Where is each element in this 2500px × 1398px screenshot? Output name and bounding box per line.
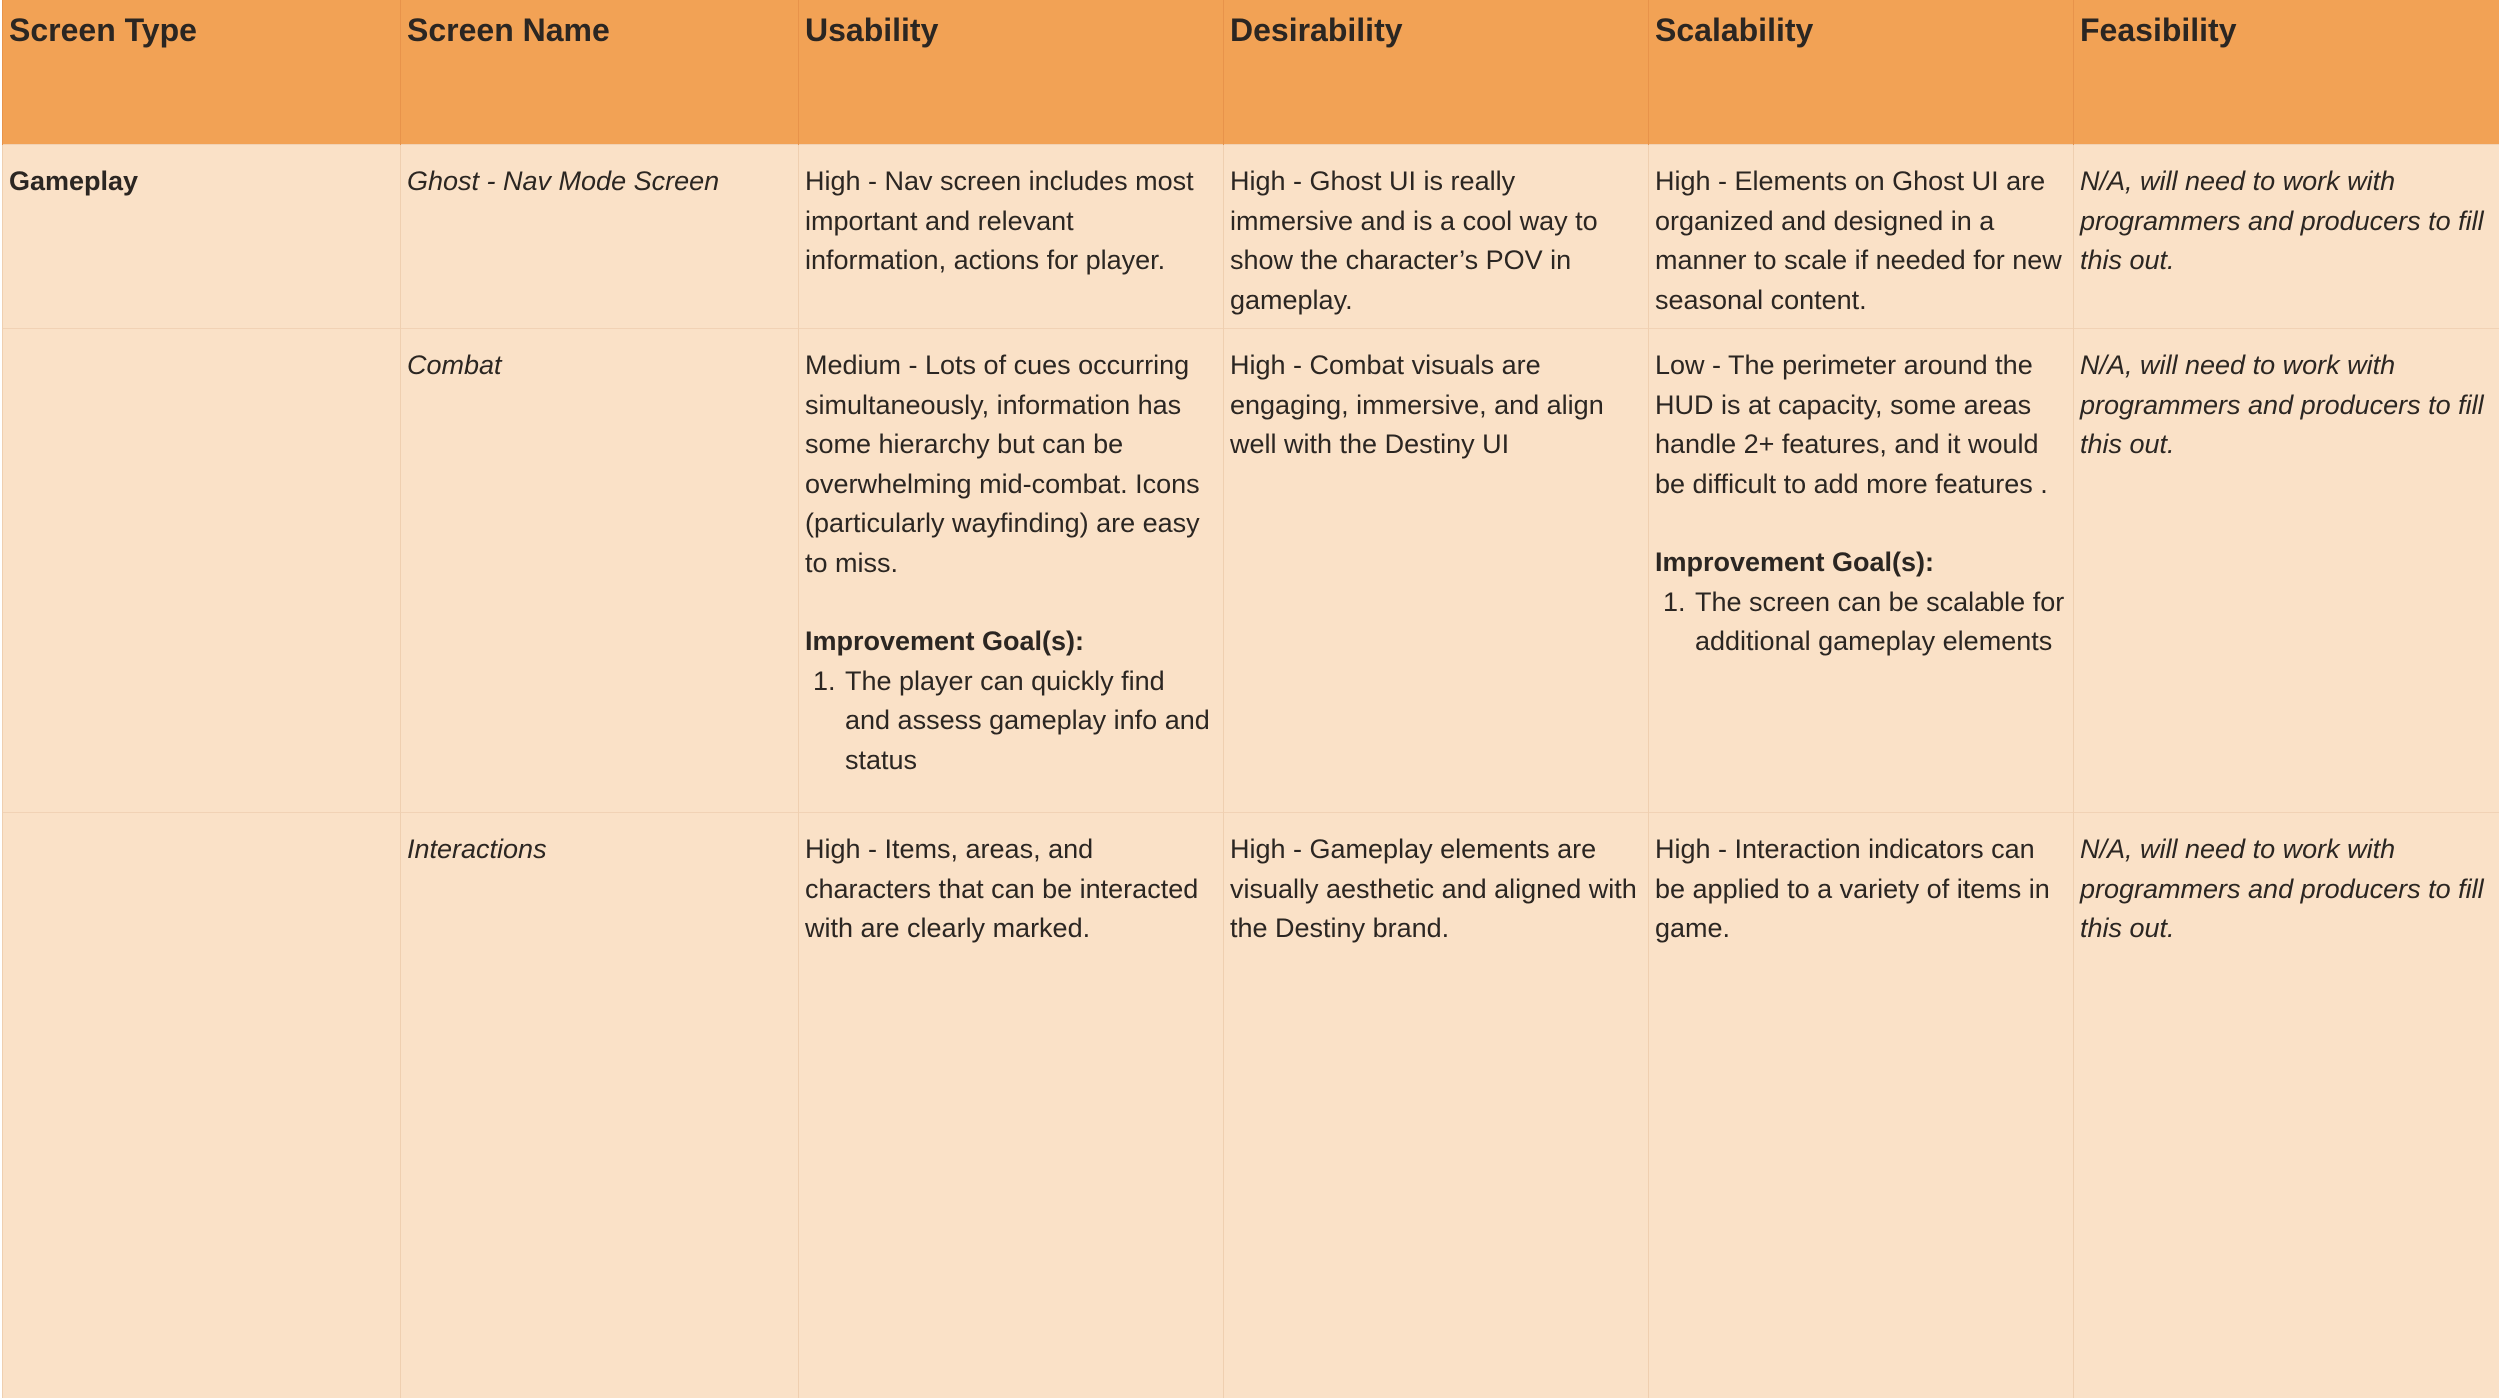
desirability-cell: High - Gameplay elements are visually aesthetic and aligned with the Destiny brand. bbox=[1224, 813, 1649, 1398]
improvement-goal-list bbox=[805, 662, 1217, 781]
header-feasibility: Feasibility bbox=[2074, 0, 2499, 145]
header-usability: Usability bbox=[799, 0, 1224, 145]
table-row bbox=[3, 813, 2499, 1398]
improvement-goal-list bbox=[1655, 583, 2067, 662]
feasibility-cell: N/A, will need to work with programmers and producers to fill this out. bbox=[2074, 145, 2499, 329]
desirability-cell: High - Combat visuals are engaging, immersive, and align well with the Destiny UI bbox=[1224, 329, 1649, 813]
screen-type-cell bbox=[3, 329, 401, 813]
usability-text: Medium - Lots of cues occurring simultaneously, information has some hierarchy but can be overwhelming mid-combat. Icons (particularly wayfinding) are easy to miss. bbox=[805, 346, 1217, 583]
table-row bbox=[3, 145, 2499, 329]
improvement-goal-title: Improvement Goal(s): bbox=[805, 622, 1217, 662]
feasibility-cell: N/A, will need to work with programmers and producers to fill this out. bbox=[2074, 329, 2499, 813]
improvement-goal-title: Improvement Goal(s): bbox=[1655, 543, 2067, 583]
header-scalability: Scalability bbox=[1649, 0, 2074, 145]
screen-name-cell: Ghost - Nav Mode Screen bbox=[401, 145, 799, 329]
screen-type-cell: Gameplay bbox=[3, 145, 401, 329]
header-desirability: Desirability bbox=[1224, 0, 1649, 145]
evaluation-table bbox=[2, 0, 2499, 1398]
table-row bbox=[3, 329, 2499, 813]
desirability-cell: High - Ghost UI is really immersive and is a cool way to show the character’s POV in gameplay. bbox=[1224, 145, 1649, 329]
scalability-cell bbox=[1649, 329, 2074, 813]
scalability-text: Low - The perimeter around the HUD is at capacity, some areas handle 2+ features, and it would be difficult to add more features . bbox=[1655, 346, 2067, 504]
improvement-goal-item: 1. The player can quickly find and assess gameplay info and status bbox=[843, 662, 1217, 781]
usability-cell bbox=[799, 329, 1224, 813]
improvement-goal-item: 1. The screen can be scalable for additional gameplay elements bbox=[1693, 583, 2067, 662]
screen-name-cell: Combat bbox=[401, 329, 799, 813]
screen-name-cell: Interactions bbox=[401, 813, 799, 1398]
scalability-cell: High - Elements on Ghost UI are organized and designed in a manner to scale if needed for new seasonal content. bbox=[1649, 145, 2074, 329]
usability-cell: High - Nav screen includes most important and relevant information, actions for player. bbox=[799, 145, 1224, 329]
screen-type-cell bbox=[3, 813, 401, 1398]
usability-cell: High - Items, areas, and characters that can be interacted with are clearly marked. bbox=[799, 813, 1224, 1398]
scalability-cell: High - Interaction indicators can be applied to a variety of items in game. bbox=[1649, 813, 2074, 1398]
header-row bbox=[3, 0, 2499, 145]
header-screen-name: Screen Name bbox=[401, 0, 799, 145]
feasibility-cell: N/A, will need to work with programmers and producers to fill this out. bbox=[2074, 813, 2499, 1398]
header-screen-type: Screen Type bbox=[3, 0, 401, 145]
